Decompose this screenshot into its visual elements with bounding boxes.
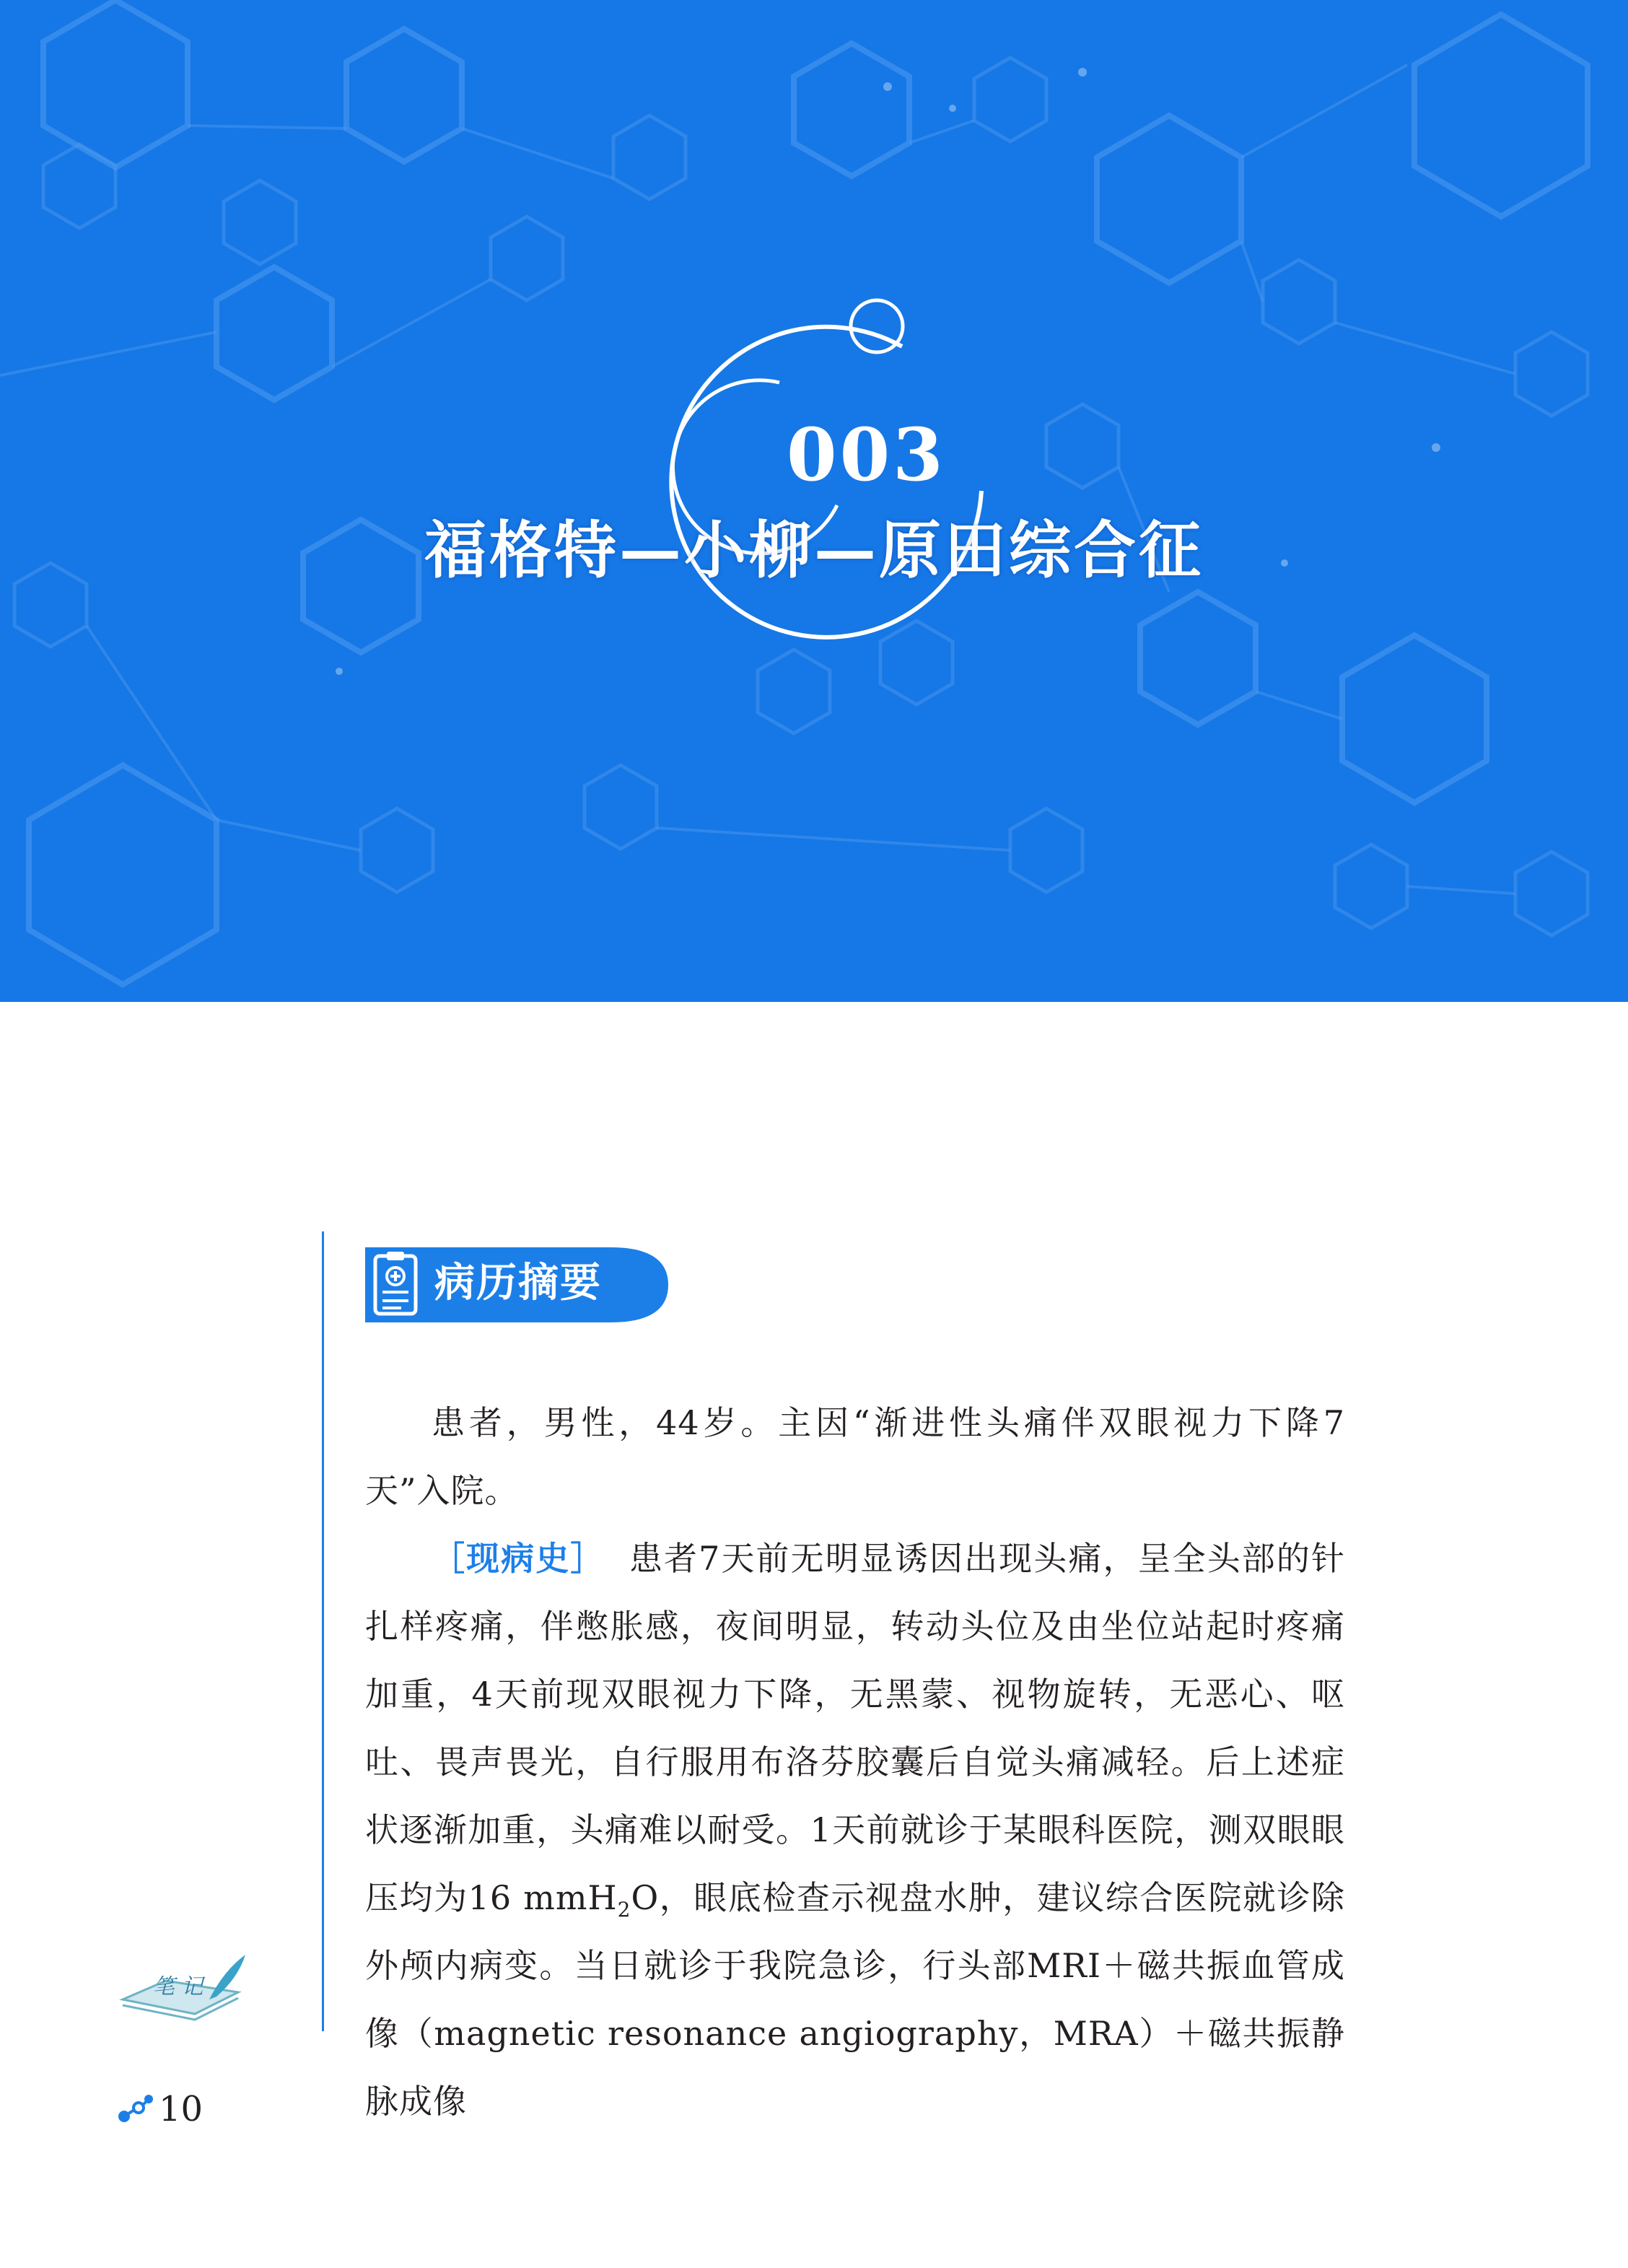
history-paragraph <box>365 1525 1345 2135</box>
molecule-pattern-background <box>0 0 1628 1002</box>
chapter-banner <box>0 0 1628 1002</box>
section-header <box>365 1247 668 1322</box>
page-number: 10 <box>159 2089 204 2129</box>
history-text-1: 患者7天前无明显诱因出现头痛，呈全头部的针扎样疼痛，伴憋胀感，夜间明显，转动头位及由坐位站起时疼痛加重，4天前现双眼视力下降，无黑蒙、视物旋转，无恶心、呕吐、畏声畏光，自行服用布洛芬胶囊后自觉头痛减轻。后上述症状逐渐加重，头痛难以耐受。1天前就诊于某眼科医院，测双眼眼压均为16 mmH <box>365 1539 1346 1917</box>
case-summary-text <box>365 1389 1345 2135</box>
svg-text:笔 记: 笔 记 <box>153 1974 204 1999</box>
intro-paragraph: 患者，男性，44岁。主因“渐进性头痛伴双眼视力下降7天”入院。 <box>365 1403 1345 1510</box>
margin-rule <box>322 1231 324 2031</box>
molecule-page-icon <box>117 2093 154 2128</box>
chapter-number: 003 <box>787 412 946 497</box>
history-text-2: O，眼底检查示视盘水肿，建议综合医院就诊除外颅内病变。当日就诊于我院急诊，行头部MRI＋磁共振血管成像（magnetic resonance angiography，MRA）＋磁共振静脉成像 <box>365 1878 1345 2121</box>
history-subscript: 2 <box>617 1898 631 1922</box>
history-label: ［现病史］ <box>432 1539 605 1578</box>
notes-icon <box>115 1949 253 2031</box>
section-title: 病历摘要 <box>434 1260 602 1307</box>
chapter-title: 福格特—小柳—原田综合征 <box>424 515 1204 587</box>
